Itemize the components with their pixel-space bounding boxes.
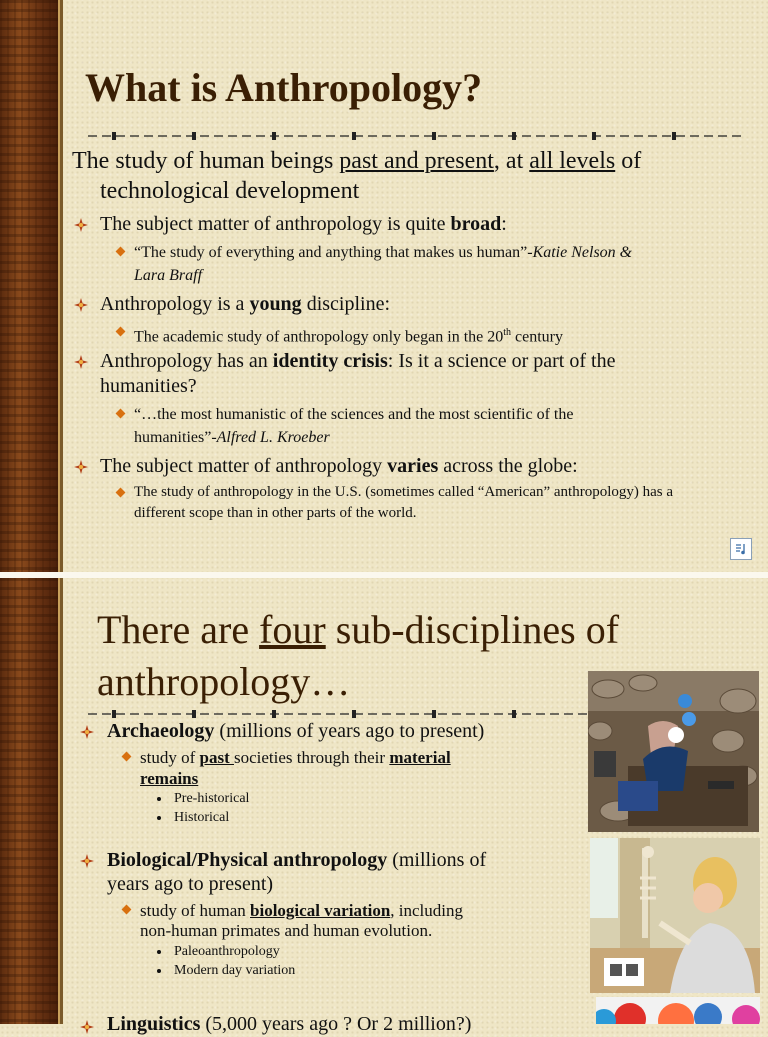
biological-desc-line2: non-human primates and human evolution. — [140, 921, 433, 940]
dashed-divider — [88, 130, 744, 142]
point-prehistorical: Pre-historical — [174, 791, 250, 806]
dot-bullet-icon — [157, 797, 161, 801]
diamond-bullet-icon — [116, 488, 126, 498]
slide-1-title: What is Anthropology? — [85, 65, 483, 110]
quote-nelson-braff-line2: Lara Braff — [134, 267, 203, 284]
bullet-varies: The subject matter of anthropology varies across the globe: — [100, 455, 578, 477]
academic-study-text: The academic study of anthropology only began in the 20th century — [134, 327, 563, 346]
slide-2-title: There are four sub-disciplines of anthropology… — [97, 607, 620, 704]
diamond-bullet-icon — [116, 409, 126, 419]
wood-border — [0, 578, 60, 1024]
main-statement: The study of human beings past and present, at all levels of — [72, 148, 642, 174]
item-archaeology: Archaeology (millions of years ago to present) — [107, 720, 485, 742]
us-scope-text: The study of anthropology in the U.S. (sometimes called “American” anthropology) has a — [134, 484, 674, 500]
quote-nelson-braff: “The study of everything and anything that makes us human”-Katie Nelson & — [134, 244, 633, 261]
star-bullet-icon — [74, 460, 88, 474]
point-modern-variation: Modern day variation — [174, 963, 296, 978]
item-linguistics: Linguistics (5,000 years ago ? Or 2 million?) — [107, 1013, 472, 1035]
item-biological: Biological/Physical anthropology (millions of — [107, 849, 487, 871]
archaeology-desc-line2: remains — [140, 769, 199, 788]
us-scope-text-line2: different scope than in other parts of the world. — [134, 505, 417, 521]
point-historical: Historical — [174, 810, 230, 825]
dot-bullet-icon — [157, 816, 161, 820]
star-bullet-icon — [80, 854, 94, 868]
sound-icon[interactable] — [730, 538, 752, 560]
diamond-bullet-icon — [116, 247, 126, 257]
bullet-broad: The subject matter of anthropology is quite broad: — [100, 213, 507, 235]
star-bullet-icon — [74, 298, 88, 312]
bullet-young: Anthropology is a young discipline: — [100, 293, 391, 315]
diamond-bullet-icon — [116, 327, 126, 337]
archaeology-dig-photo — [588, 671, 759, 832]
dot-bullet-icon — [157, 969, 161, 973]
point-paleoanthropology: Paleoanthropology — [174, 944, 280, 959]
main-statement-line2: technological development — [100, 178, 360, 204]
star-bullet-icon — [74, 218, 88, 232]
bullet-identity-crisis: Anthropology has an identity crisis: Is it a science or part of the — [100, 350, 616, 372]
linguistics-photo — [596, 997, 760, 1024]
item-biological-line2: years ago to present) — [107, 873, 274, 895]
star-bullet-icon — [74, 355, 88, 369]
kroeber-quote: “…the most humanistic of the sciences and the most scientific of the — [134, 406, 574, 423]
wood-border — [0, 0, 60, 572]
biological-lab-photo — [590, 838, 760, 993]
archaeology-desc: study of past societies through their material — [140, 748, 451, 767]
bullet-identity-crisis-line2: humanities? — [100, 375, 197, 397]
biological-desc: study of human biological variation, including — [140, 901, 463, 920]
star-bullet-icon — [80, 725, 94, 739]
kroeber-quote-line2: humanities”-Alfred L. Kroeber — [134, 429, 330, 446]
dot-bullet-icon — [157, 950, 161, 954]
star-bullet-icon — [80, 1020, 94, 1034]
